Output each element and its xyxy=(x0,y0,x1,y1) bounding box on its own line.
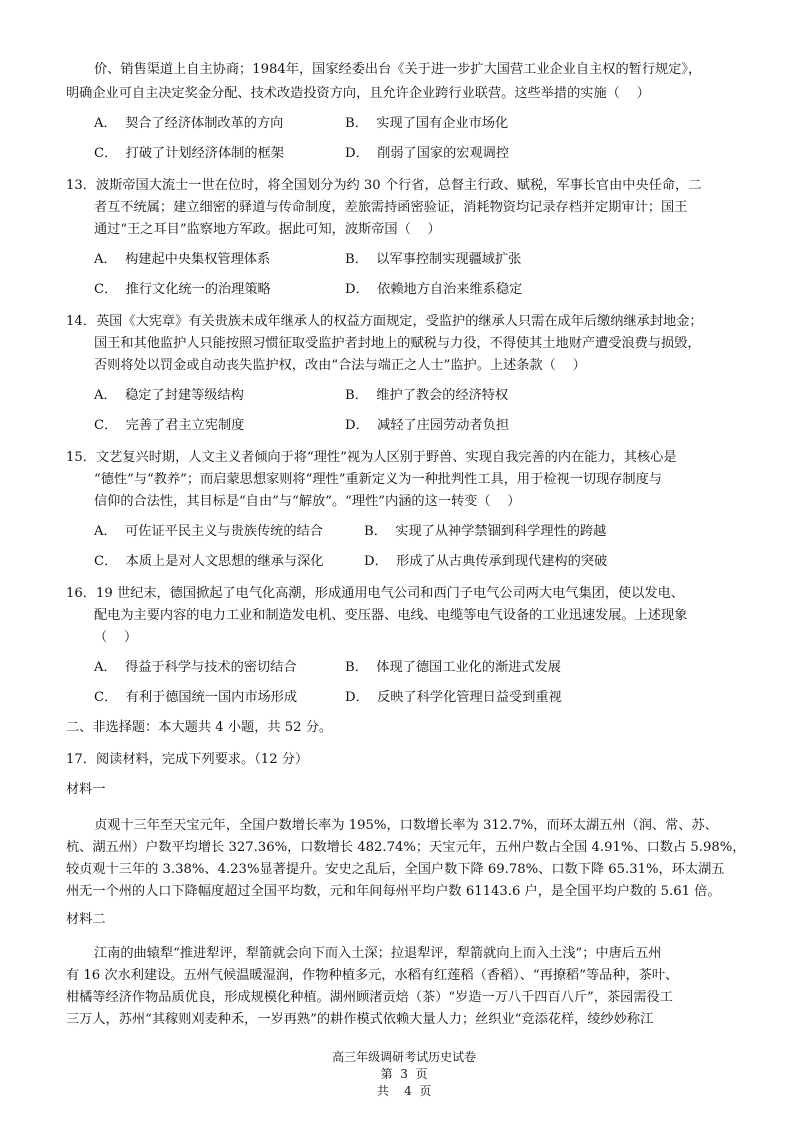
q13-option-d[interactable]: D． 依赖地方自治来维系稳定 xyxy=(345,282,523,297)
q15-stem-line: 信仰的合法性，其目标是“自由”与“解放”。“理性”内涵的这一转变（ ） xyxy=(94,494,521,509)
q13-option-b[interactable]: B． 以军事控制实现疆域扩张 xyxy=(345,252,522,267)
q12-stem-line: 价、销售渠道上自主协商；1984年，国家经委出台《关于进一步扩大国营工业企业自主权的暂行规定》， xyxy=(94,62,702,77)
q12-stem-line: 明确企业可自主决定奖金分配、技术改造投资方向，且允许企业跨行业联营。这些举措的实施（ ） xyxy=(66,86,650,101)
material-2-title: 材料二 xyxy=(66,912,106,927)
q12-option-a[interactable]: A． 契合了经济体制改革的方向 xyxy=(94,116,284,131)
q14-option-a[interactable]: A． 稳定了封建等级结构 xyxy=(94,388,244,403)
material-1-line: 杭、湖五州）户数平均增长 327.36%，口数增长 482.74%；天宝元年，五州户数占全国 4.91%、口数占 5.98%， xyxy=(66,840,746,855)
q12-option-d[interactable]: D． 削弱了国家的宏观调控 xyxy=(345,146,510,161)
q13-stem-line: 通过“王之耳目”监察地方军政。据此可知，波斯帝国（ ） xyxy=(94,222,441,237)
q13-stem-line: 者互不统属；建立细密的驿道与传命制度，差旅需持函密验证，消耗物资均记录存档并定期审计；国王 xyxy=(94,200,688,215)
q12-option-b[interactable]: B． 实现了国有企业市场化 xyxy=(345,116,509,131)
material-2-line: 三万人，苏州“其稼则刈麦种禾，一岁再熟”的耕作模式依赖大量人力；丝织业“竞添花样，绫纱妙称江 xyxy=(66,1012,654,1027)
q16-option-b[interactable]: B． 体现了德国工业化的渐进式发展 xyxy=(345,660,561,675)
q16-option-c[interactable]: C． 有利于德国统一国内市场形成 xyxy=(94,690,298,705)
q15-stem-line: 15．文艺复兴时期，人文主义者倾向于将“理性”视为人区别于野兽、实现自我完善的内在能力，其核心是 xyxy=(66,450,677,465)
material-1-line: 贞观十三年至天宝元年，全国户数增长率为 195%，口数增长率为 312.7%，而环太湖五州（润、常、苏、 xyxy=(94,818,718,833)
q13-stem-line: 13．波斯帝国大流士一世在位时，将全国划分为约 30 个行省，总督主行政、赋税，军事长官由中央任命，二 xyxy=(66,178,702,193)
footer-total-pages: 共 4 页 xyxy=(376,1084,432,1098)
material-1-line: 较贞观十三年的 3.38%、4.23%显著提升。安史之乱后，全国户数下降 69.78%、口数下降 65.31%，环太湖五 xyxy=(66,862,725,877)
material-2-line: 柑橘等经济作物品质优良，形成规模化种植。湖州顾渚贡焙（茶）“岁造一万八千四百八斤”，茶园需役工 xyxy=(66,990,673,1005)
material-2-line: 有 16 次水利建设。五州气候温暖湿润，作物种植多元，水稻有红莲稻（香稻）、“再撩稻”等品种，茶叶、 xyxy=(66,968,679,983)
q17-stem: 17．阅读材料，完成下列要求。（12 分） xyxy=(66,752,309,767)
q14-option-b[interactable]: B． 维护了教会的经济特权 xyxy=(345,388,509,403)
footer-title: 高三年级调研考试历史试卷 xyxy=(332,1050,477,1064)
q14-stem-line: 国王和其他监护人只能按照习惯征取受监护者封地上的赋税与力役，不得使其土地财产遭受浪费与损毁， xyxy=(94,336,701,351)
footer-page-number: 第 3 页 xyxy=(380,1067,428,1081)
q15-option-c[interactable]: C． 本质上是对人文思想的继承与深化 xyxy=(94,554,324,569)
q13-option-c[interactable]: C． 推行文化统一的治理策略 xyxy=(94,282,271,297)
q15-option-b[interactable]: B． 实现了从神学禁锢到科学理性的跨越 xyxy=(364,524,607,539)
q14-option-c[interactable]: C． 完善了君主立宪制度 xyxy=(94,418,245,433)
q12-option-c[interactable]: C． 打破了计划经济体制的框架 xyxy=(94,146,284,161)
q16-stem-line: 16．19 世纪末，德国掀起了电气化高潮，形成通用电气公司和西门子电气公司两大电气集团，使以发电、 xyxy=(66,586,684,601)
q15-option-d[interactable]: D． 形成了从古典传承到现代建构的突破 xyxy=(364,554,608,569)
q15-stem-line: “德性”与“教养”；而启蒙思想家则将“理性”重新定义为一种批判性工具，用于检视一切现存制度与 xyxy=(94,472,662,487)
material-1-line: 州无一个州的人口下降幅度超过全国平均数，元和年间每州平均户数 61143.6 户，是全国平均户数的 5.61 倍。 xyxy=(66,884,721,899)
q16-stem-line: （ ） xyxy=(94,630,138,645)
q14-option-d[interactable]: D． 减轻了庄园劳动者负担 xyxy=(345,418,510,433)
q14-stem-line: 否则将处以罚金或自动丧失监护权，改由“合法与端正之人士”监护。上述条款（ ） xyxy=(94,358,586,373)
q16-option-a[interactable]: A． 得益于科学与技术的密切结合 xyxy=(94,660,297,675)
q15-option-a[interactable]: A． 可佐证平民主义与贵族传统的结合 xyxy=(94,524,323,539)
q13-option-a[interactable]: A． 构建起中央集权管理体系 xyxy=(94,252,271,267)
material-1-title: 材料一 xyxy=(66,782,106,797)
q16-stem-line: 配电为主要内容的电力工业和制造发电机、变压器、电线、电缆等电气设备的工业迅速发展。上述现象 xyxy=(94,608,688,623)
q14-stem-line: 14．英国《大宪章》有关贵族未成年继承人的权益方面规定，受监护的继承人只需在成年后缴纳继承封地金； xyxy=(66,314,703,329)
material-2-line: 江南的曲辕犁“推进犁评，犁箭就会向下而入土深；拉退犁评，犁箭就向上而入土浅”；中唐后五州 xyxy=(94,946,662,961)
q16-option-d[interactable]: D． 反映了科学化管理日益受到重视 xyxy=(345,690,562,705)
page-footer xyxy=(0,1034,793,1113)
section-heading: 二、非选择题：本大题共 4 小题，共 52 分。 xyxy=(66,720,333,735)
